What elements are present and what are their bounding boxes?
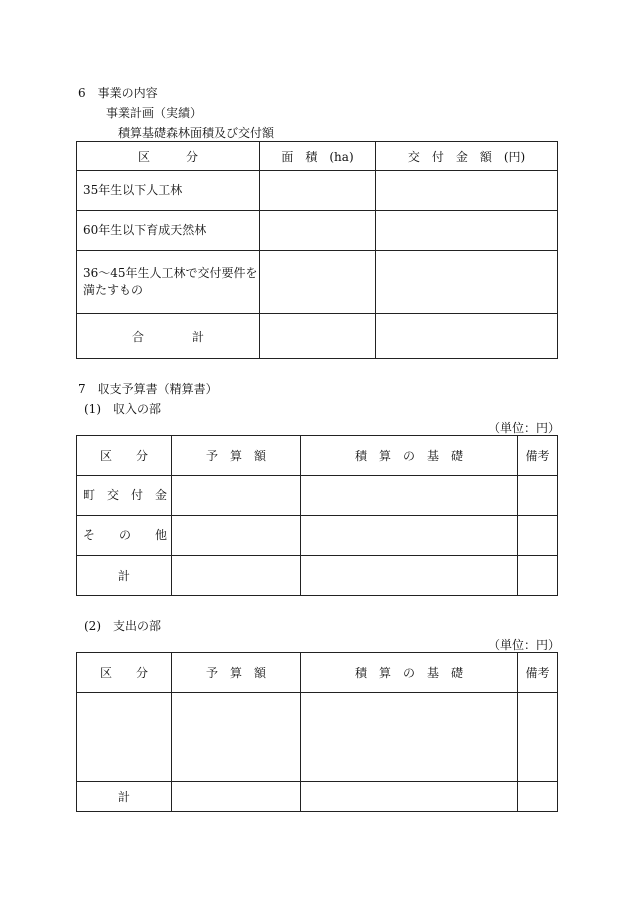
section7-heading: 7 収支予算書（精算書） [78, 382, 218, 396]
remarks-cell [518, 476, 558, 516]
total-row [77, 556, 558, 596]
expense-unit-label: （単位：円） [488, 638, 561, 652]
area-cell [260, 251, 376, 314]
header-basis: 積 算 の 基 礎 [301, 653, 518, 693]
amount-cell [376, 171, 558, 211]
amount-cell [376, 251, 558, 314]
header-area: 面 積 (ha) [260, 142, 376, 171]
amount-cell [376, 211, 558, 251]
header-remarks: 備考 [518, 653, 558, 693]
income-unit-label: （単位：円） [488, 421, 561, 435]
expense-title: (2) 支出の部 [84, 619, 161, 633]
remarks-cell [518, 516, 558, 556]
header-category: 区 分 [77, 436, 172, 476]
header-basis: 積 算 の 基 礎 [301, 436, 518, 476]
row-label: 36～45年生人工林で交付要件を満たすもの [77, 251, 260, 314]
basis-cell [301, 476, 518, 516]
forest-area-table [76, 141, 558, 359]
total-row [77, 314, 558, 359]
basis-cell [301, 693, 518, 782]
table-header-row [77, 653, 558, 693]
row-label: そ の 他 [77, 516, 172, 556]
total-label: 計 [77, 556, 172, 596]
section6-table-title: 積算基礎森林面積及び交付額 [118, 126, 275, 140]
table-header-row [77, 142, 558, 171]
total-label: 計 [77, 782, 172, 812]
header-remarks: 備考 [518, 436, 558, 476]
table-row [77, 211, 558, 251]
table-row [77, 251, 558, 314]
budget-cell [172, 516, 301, 556]
table-row [77, 516, 558, 556]
income-title: (1) 収入の部 [84, 402, 161, 416]
table-header-row [77, 436, 558, 476]
total-label: 合 計 [77, 314, 260, 359]
budget-cell [172, 782, 301, 812]
area-cell [260, 211, 376, 251]
remarks-cell [518, 693, 558, 782]
header-budget: 予 算 額 [172, 436, 301, 476]
header-category: 区 分 [77, 142, 260, 171]
expense-table [76, 652, 558, 812]
income-table [76, 435, 558, 596]
amount-cell [376, 314, 558, 359]
budget-cell [172, 476, 301, 516]
budget-cell [172, 693, 301, 782]
table-row [77, 171, 558, 211]
category-cell [77, 693, 172, 782]
row-label: 60年生以下育成天然林 [77, 211, 260, 251]
remarks-cell [518, 782, 558, 812]
header-amount: 交 付 金 額 (円) [376, 142, 558, 171]
area-cell [260, 314, 376, 359]
row-label: 町 交 付 金 [77, 476, 172, 516]
basis-cell [301, 516, 518, 556]
total-row [77, 782, 558, 812]
table-row [77, 693, 558, 782]
row-label: 35年生以下人工林 [77, 171, 260, 211]
basis-cell [301, 782, 518, 812]
remarks-cell [518, 556, 558, 596]
budget-cell [172, 556, 301, 596]
area-cell [260, 171, 376, 211]
table-row [77, 476, 558, 516]
basis-cell [301, 556, 518, 596]
header-budget: 予 算 額 [172, 653, 301, 693]
section6-heading: 6 事業の内容 [78, 86, 158, 100]
section6-subheading: 事業計画（実績） [106, 106, 203, 120]
header-category: 区 分 [77, 653, 172, 693]
